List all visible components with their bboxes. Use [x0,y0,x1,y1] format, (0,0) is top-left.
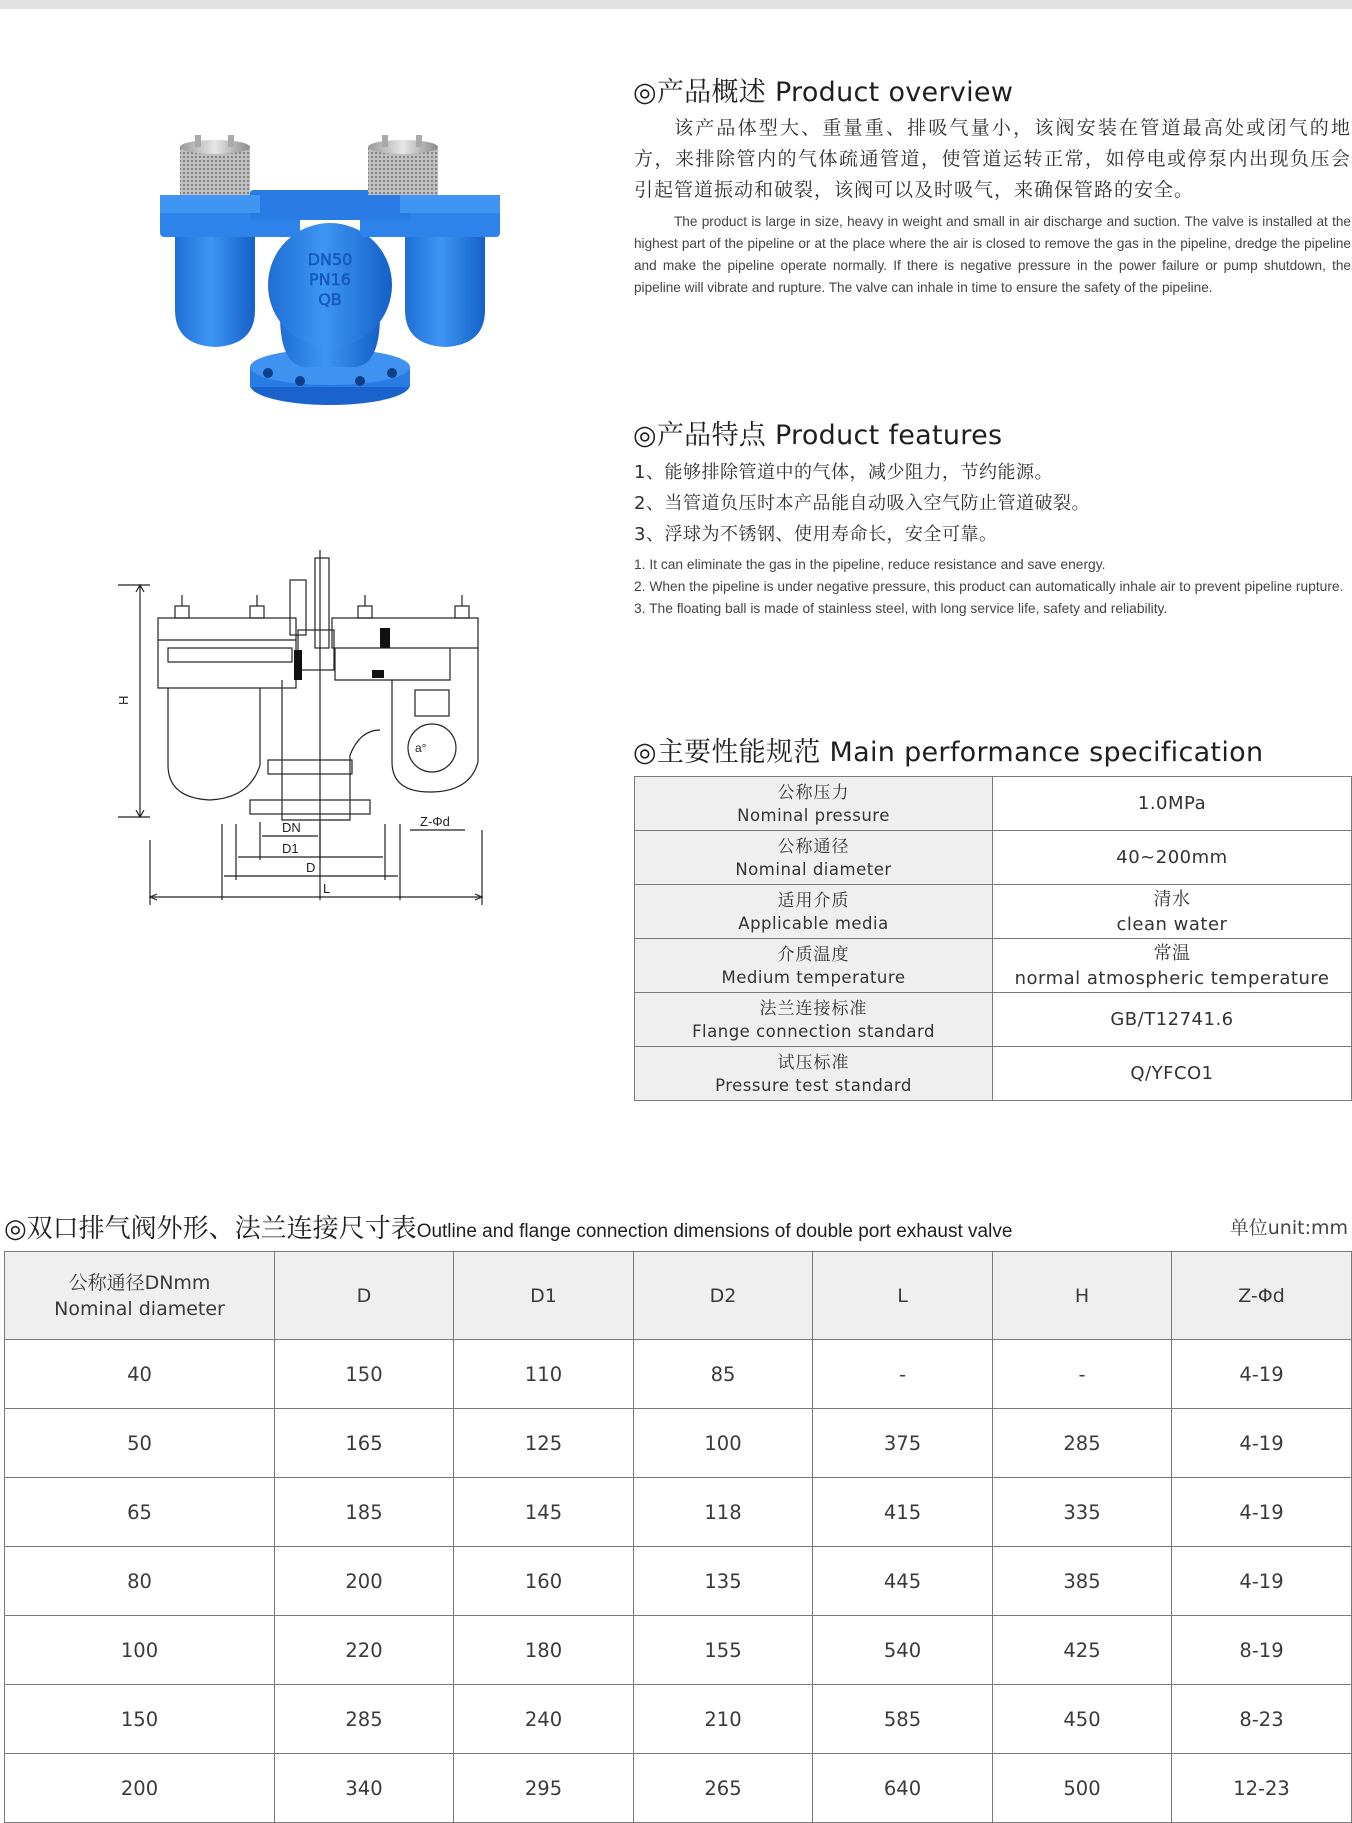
feature-cn-item: 1、能够排除管道中的气体，减少阻力，节约能源。 [634,462,1053,483]
dims-header-dn-en: Nominal diameter [54,1297,225,1320]
casting-text-1: DN50 [307,250,353,269]
drawing-label-l: L [323,881,331,896]
table-cell: 385 [993,1547,1172,1616]
spec-value-cell [993,1047,1352,1101]
spec-value-cell [993,777,1352,831]
spec-key-cn: 公称压力 [777,782,850,803]
spec-value: GB/T12741.6 [1110,1009,1234,1030]
table-cell: 135 [634,1547,813,1616]
spec-value-cell [993,831,1352,885]
table-cell: 4-19 [1172,1478,1352,1547]
table-cell: 110 [454,1340,634,1409]
dims-header-cell: H [993,1252,1172,1340]
table-cell: 200 [5,1754,275,1823]
spec-key-cell [635,885,993,939]
table-cell: 265 [634,1754,813,1823]
dims-table [4,1251,1352,1823]
spec-key-cell [635,777,993,831]
table-row [5,1478,1352,1547]
spec-heading: ◎主要性能规范 Main performance specification [633,737,1264,768]
spec-value: Q/YFCO1 [1130,1063,1214,1084]
table-cell: 118 [634,1478,813,1547]
drawing-label-zd: Z-Φd [420,814,450,829]
table-row [5,1754,1352,1823]
table-cell: 200 [275,1547,454,1616]
feature-en-item: 1. It can eliminate the gas in the pipeline, reduce resistance and save energy. [634,557,1106,572]
table-cell: 150 [275,1340,454,1409]
drawing-label-d1: D1 [282,841,299,856]
spec-value: 40~200mm [1116,847,1228,868]
table-cell: 165 [275,1409,454,1478]
table-cell: 150 [5,1685,275,1754]
table-row [5,1616,1352,1685]
spec-key-en: Applicable media [738,913,889,933]
spec-row [635,1047,1352,1101]
drawing-label-angle: a° [415,741,427,755]
table-cell: 85 [634,1340,813,1409]
spec-key-en: Nominal diameter [735,859,892,879]
spec-key-cell [635,1047,993,1101]
casting-text-2: PN16 [309,270,351,289]
spec-key-cn: 介质温度 [777,944,850,965]
table-cell: 80 [5,1547,275,1616]
unit-label: 单位unit:mm [1229,1217,1348,1239]
spec-value: 1.0MPa [1137,793,1207,814]
table-row [5,1409,1352,1478]
table-cell: 145 [454,1478,634,1547]
table-cell: 375 [813,1409,993,1478]
table-cell: 65 [5,1478,275,1547]
spec-key-cn: 公称通径 [777,836,850,857]
table-cell: 4-19 [1172,1340,1352,1409]
table-cell: 285 [275,1685,454,1754]
table-cell: 445 [813,1547,993,1616]
table-cell: 285 [993,1409,1172,1478]
spec-value-cell [993,885,1352,939]
table-cell: 100 [5,1616,275,1685]
spec-key-cell [635,831,993,885]
table-cell: 12-23 [1172,1754,1352,1823]
spec-value-en: normal atmospheric temperature [1014,967,1330,989]
feature-cn-item: 2、当管道负压时本产品能自动吸入空气防止管道破裂。 [634,493,1090,514]
spec-key-en: Nominal pressure [737,805,890,825]
valve-technical-drawing [110,540,500,910]
features-en-list [634,554,1351,620]
dims-header-cell: L [813,1252,993,1340]
features-cn-list [634,457,1351,550]
table-cell: 220 [275,1616,454,1685]
spec-key-en: Medium temperature [721,967,906,987]
dims-heading-cn: ◎双口排气阀外形、法兰连接尺寸表 [4,1214,417,1244]
table-cell: 180 [454,1616,634,1685]
drawing-label-h: H [116,695,131,705]
spec-table [634,776,1352,1101]
casting-text-3: QB [318,290,342,309]
dims-header-row [5,1252,1352,1340]
spec-key-cn: 法兰连接标准 [759,998,868,1019]
spec-key-cell [635,939,993,993]
feature-en-item: 3. The floating ball is made of stainless steel, with long service life, safety and reliability. [634,601,1168,616]
table-cell: 4-19 [1172,1409,1352,1478]
top-bar [0,0,1352,9]
spec-value-en: clean water [1116,913,1228,935]
table-cell: - [813,1340,993,1409]
table-cell: 340 [275,1754,454,1823]
spec-key-en: Pressure test standard [715,1075,912,1095]
table-cell: 8-19 [1172,1616,1352,1685]
valve-product-photo [150,135,510,410]
table-row [5,1547,1352,1616]
dims-header-cell: D [275,1252,454,1340]
spec-value-cell [993,993,1352,1047]
table-cell: 425 [993,1616,1172,1685]
table-cell: 155 [634,1616,813,1685]
spec-row [635,777,1352,831]
table-cell: 210 [634,1685,813,1754]
spec-key-en: Flange connection standard [692,1021,935,1041]
table-cell: 500 [993,1754,1172,1823]
dims-header-cell: Z-Φd [1172,1252,1352,1340]
overview-heading: ◎产品概述 Product overview [633,77,1014,108]
table-cell: 450 [993,1685,1172,1754]
table-cell: 640 [813,1754,993,1823]
table-cell: 415 [813,1478,993,1547]
spec-key-cell [635,993,993,1047]
dims-heading [4,1208,1012,1245]
drawing-label-dn: DN [282,820,301,835]
dims-header-cell: D1 [454,1252,634,1340]
table-cell: 160 [454,1547,634,1616]
spec-key-cn: 适用介质 [777,890,850,911]
table-cell: 4-19 [1172,1547,1352,1616]
spec-value: 常温 [1153,942,1191,964]
dims-header-cell: D2 [634,1252,813,1340]
table-cell: 50 [5,1409,275,1478]
spec-row [635,993,1352,1047]
table-cell: 585 [813,1685,993,1754]
spec-row [635,939,1352,993]
features-heading: ◎产品特点 Product features [633,420,1003,451]
spec-value-cell [993,939,1352,993]
table-cell: 540 [813,1616,993,1685]
table-cell: 100 [634,1409,813,1478]
spec-row [635,831,1352,885]
dims-heading-en: Outline and flange connection dimensions of double port exhaust valve [416,1221,1013,1242]
table-row [5,1685,1352,1754]
spec-value: 清水 [1153,888,1191,910]
table-cell: 185 [275,1478,454,1547]
spec-key-cn: 试压标准 [777,1052,850,1073]
table-cell: 295 [454,1754,634,1823]
table-cell: 8-23 [1172,1685,1352,1754]
overview-en-text: The product is large in size, heavy in weight and small in air discharge and suction. The valve is installed at the highest part of the pipeline or at the place where the air is closed to remove the gas in the pipeline, dredge the pipeline and make the pipeline operate normally. If there is negative pressure in the power failure or pump shutdown, the pipeline will vibrate and rupture. The valve can inhale in time to ensure the safety of the pipeline. [634,214,1351,295]
dims-header-dn [5,1252,275,1340]
spec-row [635,885,1352,939]
drawing-label-d: D [306,860,316,875]
table-cell: 40 [5,1340,275,1409]
table-cell: 240 [454,1685,634,1754]
dims-header-dn-cn: 公称通径DNmm [68,1271,211,1294]
table-cell: - [993,1340,1172,1409]
feature-en-item: 2. When the pipeline is under negative pressure, this product can automatically inhale air to prevent pipeline rupture. [634,579,1344,594]
table-cell: 335 [993,1478,1172,1547]
table-row [5,1340,1352,1409]
table-cell: 125 [454,1409,634,1478]
feature-cn-item: 3、浮球为不锈钢、使用寿命长，安全可靠。 [634,524,998,545]
overview-cn-text: 该产品体型大、重量重、排吸气量小，该阀安装在管道最高处或闭气的地方，来排除管内的气体疏通管道，使管道运转正常，如停电或停泵内出现负压会引起管道振动和破裂，该阀可以及时吸气，来确保管路的安全。 [634,117,1351,201]
